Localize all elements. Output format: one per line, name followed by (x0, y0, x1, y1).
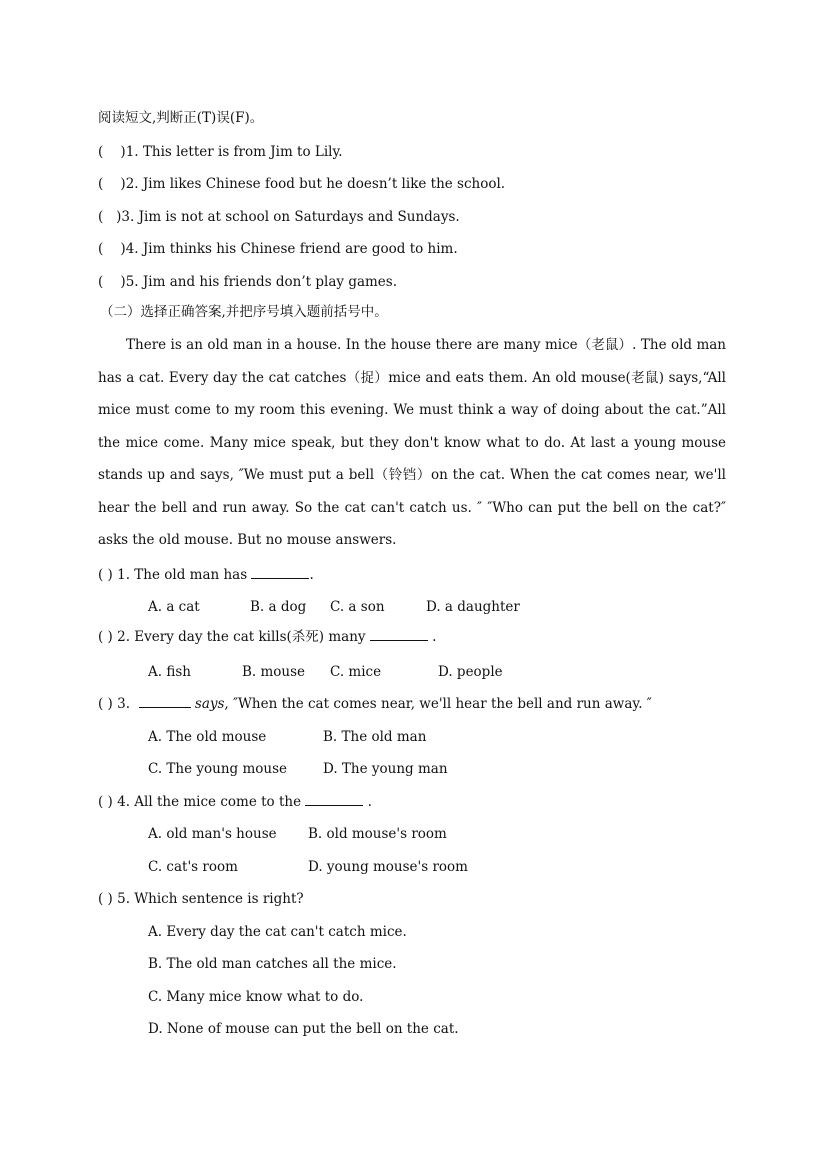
answer-paren[interactable]: ( ) (98, 241, 126, 257)
option-d[interactable]: D. The young man (323, 761, 448, 777)
mc-question-1 (98, 565, 314, 585)
mc-question-3 (98, 694, 652, 714)
option-d[interactable]: D. a daughter (426, 599, 520, 615)
question-stem: 2. Every day the cat kills(杀死) many . (117, 629, 437, 645)
answer-paren[interactable]: ( ) (98, 144, 126, 160)
question-stem: 4. All the mice come to the . (117, 794, 372, 810)
tf-statement: 1. This letter is from Jim to Lily. (125, 144, 343, 160)
option-c[interactable]: C. Many mice know what to do. (148, 989, 364, 1005)
answer-paren[interactable]: ( ) (98, 891, 113, 907)
options-row (148, 727, 426, 747)
options-row (148, 597, 520, 617)
question-stem: 1. The old man has . (117, 567, 314, 583)
options-row (148, 857, 468, 877)
mc-question-5 (98, 889, 304, 909)
passage-text: There is an old man in a house. In the house there are many mice（老鼠）. The old man has a cat. Every day the cat catches（捉）mice and eats them. An old mouse(老鼠) says,“All mice must come to my room this evening. We must think a way of doing about the cat.”All the mice come. Many mice speak, but they don't know what to do. At last a young mouse stands up and says, ″We must put a bell（铃铛）on the cat. When the cat comes near, we'll hear the bell and run away. So the cat can't catch us. ″ ″Who can put the bell on the cat?″ asks the old mouse. But no mouse answers. (98, 337, 726, 548)
option-a[interactable]: A. Every day the cat can't catch mice. (148, 924, 407, 940)
options-row (148, 824, 447, 844)
mc-question-4 (98, 792, 372, 812)
question-stem: 3. says, ″When the cat comes near, we'll hear the bell and run away. ″ (117, 696, 652, 712)
answer-paren[interactable]: ( ) (98, 176, 126, 192)
tf-item-2 (98, 174, 505, 194)
answer-blank[interactable] (370, 628, 428, 641)
option-c[interactable]: C. mice (330, 664, 382, 680)
reading-passage (98, 329, 726, 557)
option-d[interactable]: D. None of mouse can put the bell on the cat. (148, 1021, 459, 1037)
option-b[interactable]: B. a dog (250, 599, 307, 615)
option-d[interactable]: D. people (438, 664, 503, 680)
option-b[interactable]: B. mouse (242, 664, 306, 680)
answer-paren[interactable]: ( ) (98, 696, 113, 712)
option-b[interactable]: B. The old man catches all the mice. (148, 956, 397, 972)
options-row (148, 662, 503, 682)
answer-blank[interactable] (139, 695, 191, 708)
section1-instruction: 阅读短文,判断正(T)误(F)。 (98, 110, 264, 126)
option-a[interactable]: A. old man's house (148, 826, 277, 842)
tf-statement: 4. Jim thinks his Chinese friend are good to him. (125, 241, 458, 257)
option-b[interactable]: B. old mouse's room (308, 826, 447, 842)
options-row (148, 759, 448, 779)
answer-paren[interactable]: ( ) (98, 794, 113, 810)
mc-question-2 (98, 627, 436, 647)
option-a[interactable]: A. a cat (148, 599, 200, 615)
option-d[interactable]: D. young mouse's room (308, 859, 468, 875)
tf-item-4 (98, 239, 458, 259)
answer-paren[interactable]: ( ) (98, 274, 126, 290)
answer-blank[interactable] (251, 566, 309, 579)
option-b[interactable]: B. The old man (323, 729, 427, 745)
answer-paren[interactable]: ( ) (98, 629, 113, 645)
option-a[interactable]: A. fish (148, 664, 191, 680)
option-c[interactable]: C. The young mouse (148, 761, 288, 777)
tf-statement: 5. Jim and his friends don’t play games. (125, 274, 398, 290)
tf-statement: 3. Jim is not at school on Saturdays and Sundays. (121, 209, 460, 225)
answer-paren[interactable]: ( ) (98, 567, 113, 583)
answer-paren[interactable]: ( ) (98, 209, 122, 225)
option-c[interactable]: C. cat's room (148, 859, 238, 875)
tf-statement: 2. Jim likes Chinese food but he doesn’t like the school. (125, 176, 506, 192)
answer-blank[interactable] (305, 793, 363, 806)
tf-item-3 (98, 207, 460, 227)
tf-item-5 (98, 272, 397, 292)
tf-item-1 (98, 142, 343, 162)
question-stem: 5. Which sentence is right? (117, 891, 304, 907)
section2-instruction: （二）选择正确答案,并把序号填入题前括号中。 (100, 304, 388, 320)
option-a[interactable]: A. The old mouse (148, 729, 267, 745)
option-c[interactable]: C. a son (330, 599, 385, 615)
